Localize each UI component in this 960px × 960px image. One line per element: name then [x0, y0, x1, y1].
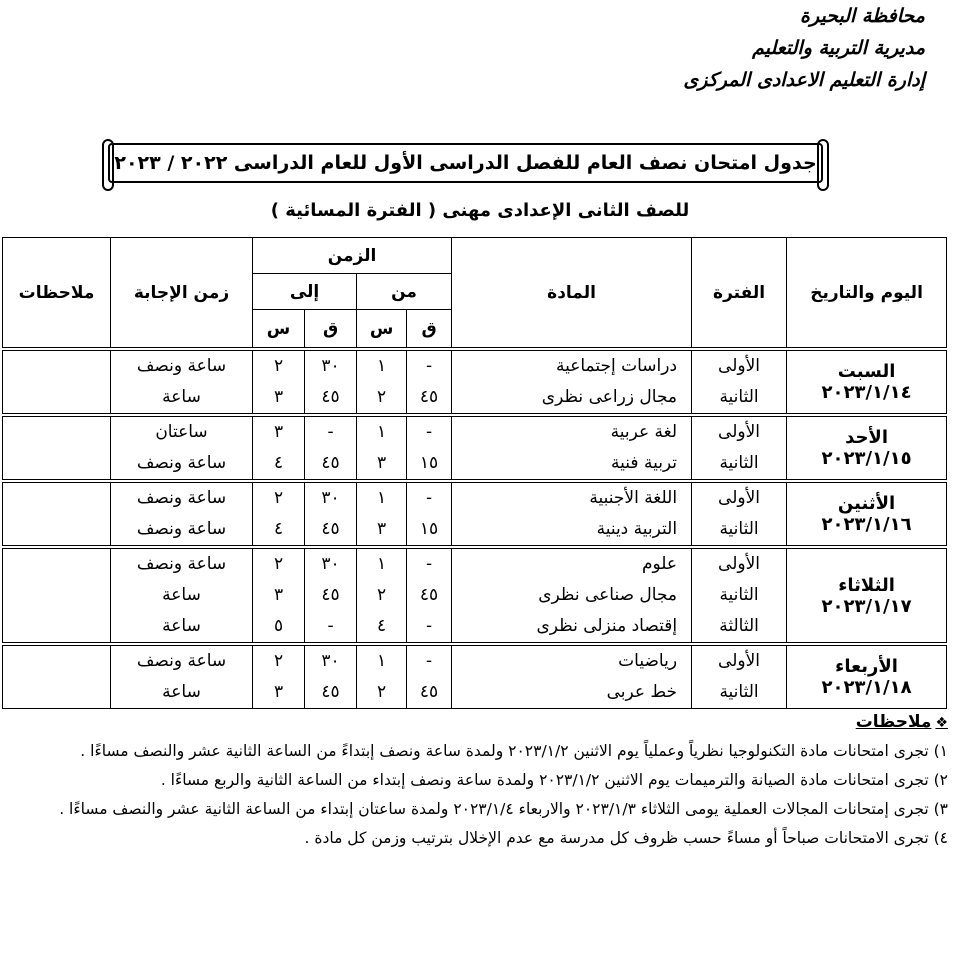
header-period: الفترة — [692, 238, 787, 348]
notes-section — [10, 712, 948, 854]
answer-duration: ساعة — [162, 585, 201, 605]
administration-name: إدارة التعليم الاعدادى المركزى — [683, 69, 925, 91]
answer-duration-cell — [111, 549, 253, 643]
answer-duration: ساعة — [162, 616, 201, 636]
notes-cell — [3, 417, 111, 480]
to-hour-cell — [253, 646, 305, 709]
from-hour: ١ — [376, 554, 387, 574]
from-minutes: ١٥ — [419, 453, 439, 473]
governorate-name: محافظة البحيرة — [800, 5, 925, 27]
exam-date: ٢٠٢٣/١/١٨ — [821, 677, 912, 698]
header-to-q: ق — [305, 310, 357, 348]
subject: لغة عربية — [610, 422, 678, 442]
subject: تربية فنية — [611, 453, 678, 473]
from-minutes: ١٥ — [419, 519, 439, 539]
answer-duration-cell — [111, 646, 253, 709]
from-hour-cell — [357, 549, 407, 643]
answer-duration: ساعة ونصف — [136, 651, 227, 671]
subject-cell — [452, 483, 692, 546]
answer-duration: ساعة ونصف — [136, 453, 227, 473]
answer-duration-cell — [111, 483, 253, 546]
to-minutes: ٤٥ — [321, 682, 340, 702]
period: الثالثة — [719, 616, 759, 636]
to-minutes: ٤٥ — [321, 387, 340, 407]
subject: دراسات إجتماعية — [555, 356, 678, 376]
from-hour-cell — [357, 351, 407, 414]
from-minutes: ٤٥ — [419, 682, 439, 702]
to-hour: ٣ — [273, 387, 284, 407]
schedule-row — [3, 417, 947, 480]
answer-duration-cell — [111, 351, 253, 414]
notes-title: ملاحظات — [855, 712, 932, 732]
from-hour: ١ — [376, 651, 387, 671]
exam-schedule-table — [2, 237, 947, 709]
header-from-s: س — [357, 310, 407, 348]
note-item: ١) تجرى امتحانات مادة التكنولوجيا نظرياً وعملياً يوم الاثنين ٢٠٢٣/١/٢ ولمدة ساعة ونصف إبتداءً من الساعة الثانية عشر والنصف مساءًا . — [80, 742, 948, 760]
note-item: ٤) تجرى الامتحانات صباحاً أو مساءً حسب ظروف كل مدرسة مع عدم الإخلال بترتيب وزمن كل مادة . — [304, 829, 948, 847]
from-minutes: - — [425, 422, 433, 442]
schedule-row — [3, 549, 947, 643]
to-minutes: - — [327, 422, 334, 442]
from-hour-cell — [357, 646, 407, 709]
subject-cell — [452, 646, 692, 709]
from-minutes: ٤٥ — [419, 387, 439, 407]
exam-date: ٢٠٢٣/١/١٧ — [821, 595, 912, 617]
to-minutes-cell — [305, 549, 357, 643]
from-hour: ١ — [376, 488, 387, 508]
from-minutes-cell — [407, 549, 452, 643]
answer-duration-cell — [111, 417, 253, 480]
notes-cell — [3, 549, 111, 643]
schedule-row — [3, 483, 947, 546]
period-cell — [692, 351, 787, 414]
to-hour: ٥ — [273, 616, 284, 636]
subject: علوم — [641, 554, 678, 574]
to-minutes: ٤٥ — [321, 585, 340, 605]
from-hour: ١ — [376, 356, 387, 376]
from-hour: ٣ — [376, 519, 387, 539]
to-hour: ٣ — [273, 422, 284, 442]
answer-duration: ساعتان — [155, 422, 208, 442]
subject: التربية دينية — [596, 519, 678, 539]
subject: اللغة الأجنبية — [589, 488, 678, 508]
from-minutes: - — [425, 651, 433, 671]
from-hour-cell — [357, 483, 407, 546]
from-minutes: - — [425, 356, 433, 376]
subject-cell — [452, 351, 692, 414]
period-cell — [692, 417, 787, 480]
to-hour: ٣ — [273, 682, 284, 702]
to-minutes: ٣٠ — [321, 356, 340, 376]
to-hour-cell — [253, 351, 305, 414]
subject: خط عربى — [606, 682, 678, 702]
from-minutes-cell — [407, 646, 452, 709]
document-title: جدول امتحان نصف العام للفصل الدراسى الأول للعام الدراسى ٢٠٢٢ / ٢٠٢٣ — [114, 152, 817, 174]
from-minutes-cell — [407, 483, 452, 546]
to-minutes-cell — [305, 646, 357, 709]
exam-date: ٢٠٢٣/١/١٦ — [821, 514, 912, 535]
notes-cell — [3, 483, 111, 546]
day-date-cell — [787, 351, 947, 414]
from-hour: ٤ — [376, 616, 387, 636]
note-item: ٢) تجرى امتحانات مادة الصيانة والترميمات يوم الاثنين ٢٠٢٣/١/٢ ولمدة ساعة ونصف إبتداء من الساعة الثانية والربع مساءًا . — [160, 771, 948, 789]
to-hour: ٢ — [273, 554, 284, 574]
answer-duration: ساعة ونصف — [136, 519, 227, 539]
to-hour-cell — [253, 483, 305, 546]
to-minutes-cell — [305, 417, 357, 480]
header-to: إلى — [253, 274, 357, 310]
day-date-cell — [787, 483, 947, 546]
to-hour-cell — [253, 417, 305, 480]
notes-cell — [3, 646, 111, 709]
day-name: السبت — [837, 361, 896, 382]
from-hour: ٢ — [376, 585, 387, 605]
day-date-cell — [787, 549, 947, 643]
from-minutes: - — [425, 616, 433, 636]
from-minutes: - — [425, 488, 433, 508]
header-notes: ملاحظات — [3, 238, 111, 348]
answer-duration: ساعة — [162, 682, 201, 702]
day-name: الأربعاء — [835, 656, 898, 677]
from-hour: ٣ — [376, 453, 387, 473]
directorate-name: مديرية التربية والتعليم — [752, 37, 925, 59]
period-cell — [692, 646, 787, 709]
from-minutes-cell — [407, 417, 452, 480]
period: الأولى — [718, 422, 761, 442]
answer-duration: ساعة — [162, 387, 201, 407]
period: الثانية — [719, 682, 759, 702]
header-time: الزمن — [253, 238, 452, 274]
subject-cell — [452, 417, 692, 480]
title-scroll — [108, 143, 823, 183]
to-minutes: ٤٥ — [321, 453, 340, 473]
subject: رياضيات — [618, 651, 678, 671]
to-minutes-cell — [305, 483, 357, 546]
period: الأولى — [718, 651, 761, 671]
to-hour: ٢ — [273, 356, 284, 376]
subject: إقتصاد منزلى نظرى — [536, 616, 678, 636]
answer-duration: ساعة ونصف — [136, 554, 227, 574]
day-date-cell — [787, 646, 947, 709]
to-minutes: ٣٠ — [321, 554, 340, 574]
header-subject: المادة — [452, 238, 692, 348]
letterhead — [665, 0, 925, 96]
to-hour: ٤ — [273, 519, 284, 539]
header-duration: زمن الإجابة — [111, 238, 253, 348]
to-minutes: ٣٠ — [321, 651, 340, 671]
from-minutes-cell — [407, 351, 452, 414]
subject-cell — [452, 549, 692, 643]
period: الثانية — [719, 585, 759, 605]
exam-date: ٢٠٢٣/١/١٤ — [821, 382, 912, 403]
answer-duration: ساعة ونصف — [136, 488, 227, 508]
day-name: الأثنين — [837, 493, 896, 514]
period: الثانية — [719, 453, 759, 473]
day-date-cell — [787, 417, 947, 480]
period: الأولى — [718, 554, 761, 574]
from-hour-cell — [357, 417, 407, 480]
header-from: من — [357, 274, 452, 310]
to-hour: ٣ — [273, 585, 284, 605]
subject: مجال زراعى نظرى — [541, 387, 678, 407]
period: الثانية — [719, 519, 759, 539]
exam-date: ٢٠٢٣/١/١٥ — [821, 448, 912, 469]
from-hour: ١ — [376, 422, 387, 442]
to-minutes: ٣٠ — [321, 488, 340, 508]
period: الثانية — [719, 387, 759, 407]
schedule-row — [3, 646, 947, 709]
document-subtitle: للصف الثانى الإعدادى مهنى ( الفترة المسائية ) — [270, 200, 690, 221]
notes-cell — [3, 351, 111, 414]
day-name: الثلاثاء — [838, 574, 895, 596]
from-hour: ٢ — [376, 682, 387, 702]
period: الأولى — [718, 356, 761, 376]
diamond-bullet-icon: ❖ — [935, 715, 948, 731]
answer-duration: ساعة ونصف — [136, 356, 227, 376]
to-hour: ٤ — [273, 453, 284, 473]
day-name: الأحد — [845, 427, 889, 448]
header-to-s: س — [253, 310, 305, 348]
schedule-row — [3, 351, 947, 414]
to-hour: ٢ — [273, 651, 284, 671]
to-minutes: ٤٥ — [321, 519, 340, 539]
to-minutes-cell — [305, 351, 357, 414]
from-minutes: ٤٥ — [419, 585, 439, 605]
to-hour: ٢ — [273, 488, 284, 508]
period-cell — [692, 549, 787, 643]
header-from-q: ق — [407, 310, 452, 348]
note-item: ٣) تجرى إمتحانات المجالات العملية يومى الثلاثاء ٢٠٢٣/١/٣ والاربعاء ٢٠٢٣/١/٤ ولمدة ساعتان إبتداء من الساعة الثانية عشر والنصف مساءًا . — [59, 800, 948, 818]
to-hour-cell — [253, 549, 305, 643]
notes-heading — [10, 712, 948, 738]
subject: مجال صناعى نظرى — [538, 585, 678, 605]
period: الأولى — [718, 488, 761, 508]
from-hour: ٢ — [376, 387, 387, 407]
to-minutes: - — [327, 616, 334, 636]
from-minutes: - — [425, 554, 433, 574]
period-cell — [692, 483, 787, 546]
header-day-date: اليوم والتاريخ — [787, 238, 947, 348]
